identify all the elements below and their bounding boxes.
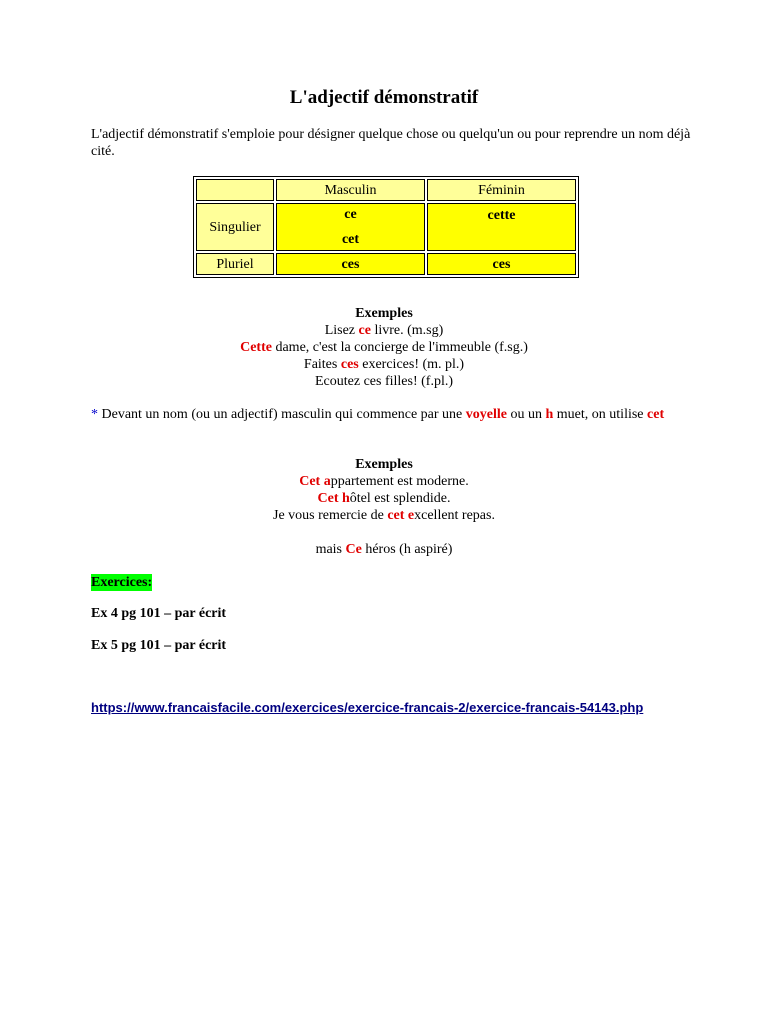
page-title: L'adjectif démonstratif xyxy=(289,87,479,108)
example-line: mais Ce héros (h aspiré) xyxy=(315,542,453,557)
singular-masc-ce: ce xyxy=(344,207,357,222)
exercise-4: Ex 4 pg 101 – par écrit xyxy=(91,606,227,621)
cell-plural-masc: ces xyxy=(276,253,425,275)
table-row-pluriel xyxy=(196,253,576,275)
demonstrative-table xyxy=(193,176,579,278)
example-line: Faites ces exercices! (m. pl.) xyxy=(303,357,465,372)
intro-paragraph: L'adjectif démonstratif s'emploie pour désigner quelque chose ou quelqu'un ou pour reprendre un nom déjà cité. xyxy=(91,127,691,159)
example-line: Cet hôtel est splendide. xyxy=(317,491,451,506)
star-marker: * xyxy=(91,407,98,422)
table-corner-cell xyxy=(196,179,274,201)
examples-heading-2: Exemples xyxy=(355,457,413,472)
header-masculin: Masculin xyxy=(276,179,425,201)
cell-singular-masc xyxy=(276,203,425,251)
example-line: Cette dame, c'est la concierge de l'immeuble (f.sg.) xyxy=(240,340,528,355)
examples-heading-1: Exemples xyxy=(355,306,413,321)
exercise-link[interactable]: https://www.francaisfacile.com/exercices/exercice-francais-2/exercice-francais-54143.php xyxy=(91,700,644,715)
row-label-singulier: Singulier xyxy=(196,203,274,251)
singular-masc-cet: cet xyxy=(341,232,360,247)
header-feminin: Féminin xyxy=(427,179,576,201)
example-line: Cet appartement est moderne. xyxy=(299,474,469,489)
table-row-singulier xyxy=(196,203,576,251)
example-line: Je vous remercie de cet excellent repas. xyxy=(273,508,495,523)
row-label-pluriel: Pluriel xyxy=(196,253,274,275)
rule-note: * Devant un nom (ou un adjectif) masculin qui commence par une voyelle ou un h muet, on utilise cet xyxy=(91,407,665,422)
examples-block-1 xyxy=(0,305,768,390)
exercise-5: Ex 5 pg 101 – par écrit xyxy=(91,638,227,653)
examples-block-2 xyxy=(0,456,768,558)
example-line: Ecoutez ces filles! (f.pl.) xyxy=(315,374,453,389)
cell-plural-fem: ces xyxy=(427,253,576,275)
table-header-row xyxy=(196,179,576,201)
example-line: Lisez ce livre. (m.sg) xyxy=(324,323,444,338)
exercises-label: Exercices: xyxy=(91,575,153,590)
cell-singular-fem: cette xyxy=(427,203,576,251)
